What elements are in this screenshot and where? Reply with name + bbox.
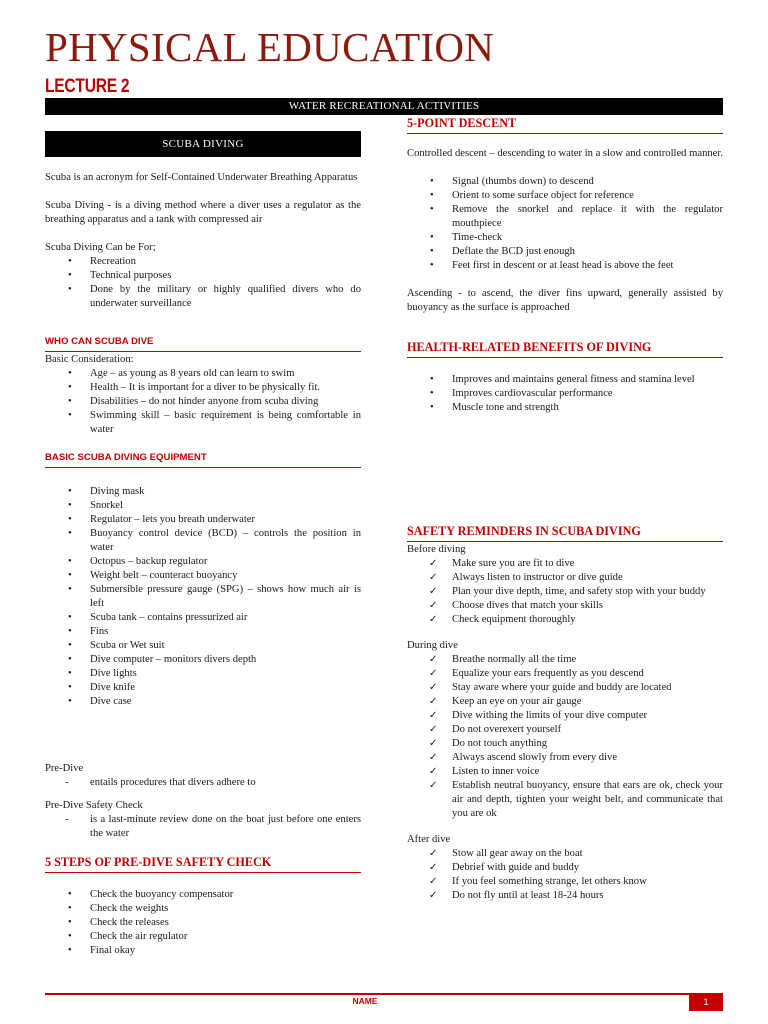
equipment-section — [45, 452, 361, 709]
list-item: ✓ Choose dives that match your skills — [429, 600, 603, 611]
list-item: • Swimming skill – basic requirement is being comfortable in water — [68, 410, 361, 435]
list-item: ✓ Keep an eye on your air gauge — [429, 696, 582, 707]
list-item: • Recreation — [68, 256, 136, 267]
list-item: • Diving mask — [68, 486, 145, 497]
list-item: • Done by the military or highly qualified divers who do underwater surveillance — [68, 284, 361, 309]
footer-divider — [45, 993, 723, 995]
list-item: • Regulator – lets you breath underwater — [68, 514, 256, 525]
for-list — [45, 255, 361, 311]
list-item: ✓ Breathe normally all the time — [429, 654, 577, 665]
list-item: • Check the buoyancy compensator — [68, 889, 234, 900]
list-item: • Check the air regulator — [68, 931, 188, 942]
list-item: • Improves cardiovascular performance — [430, 388, 613, 399]
descent-heading: 5-POINT DESCENT — [407, 116, 723, 134]
pre-dive-steps-section — [45, 855, 361, 958]
check-icon: ✓ — [429, 752, 438, 763]
steps-heading: 5 STEPS OF PRE-DIVE SAFETY CHECK — [45, 855, 361, 873]
check-icon: ✓ — [429, 890, 438, 901]
page-number: 1 — [689, 994, 723, 1011]
check-icon: ✓ — [429, 848, 438, 859]
list-item: - is a last-minute review done on the boat just before one enters the water — [65, 814, 361, 839]
ascending-paragraph: Ascending - to ascend, the diver fins upward, generally assisted by buoyancy as the surface is approached — [407, 288, 723, 313]
list-item: ✓ If you feel something strange, let others know — [429, 876, 647, 887]
list-item: ✓ Always listen to instructor or dive guide — [429, 572, 623, 583]
list-item: • Technical purposes — [68, 270, 172, 281]
check-icon: ✓ — [429, 682, 438, 693]
predive-list — [45, 776, 361, 790]
check-icon: ✓ — [429, 572, 438, 583]
list-item: • Age – as young as 8 years old can learn to swim — [68, 368, 295, 379]
after-dive-label: After dive — [407, 834, 451, 845]
list-item: ✓ Do not touch anything — [429, 738, 548, 749]
list-item: ✓ Establish neutral buoyancy, ensure that ears are ok, check your air and depth, tighten your weight belt, and communicate that you are ok — [429, 780, 723, 819]
who-list — [45, 367, 361, 437]
benefits-section — [407, 340, 723, 415]
list-item: • Fins — [68, 626, 109, 637]
list-item: • Check the weights — [68, 903, 169, 914]
before-diving-list — [407, 557, 723, 627]
check-icon: ✓ — [429, 600, 438, 611]
for-intro: Scuba Diving Can be For; — [45, 242, 156, 253]
list-item: • Submersible pressure gauge (SPG) – shows how much air is left — [68, 584, 361, 609]
acronym-paragraph: Scuba is an acronym for Self-Contained Underwater Breathing Apparatus — [45, 172, 358, 183]
descent-intro: Controlled descent – descending to water in a slow and controlled manner. — [407, 148, 723, 159]
during-dive-list — [407, 653, 723, 821]
list-item: ✓ Debrief with guide and buddy — [429, 862, 580, 873]
check-icon: ✓ — [429, 862, 438, 873]
safety-section — [407, 524, 723, 903]
equipment-list — [45, 485, 361, 709]
pre-dive-section — [45, 762, 361, 841]
list-item: • Remove the snorkel and replace it with the regulator mouthpiece — [430, 204, 723, 229]
list-item: • Improves and maintains general fitness and stamina level — [430, 374, 695, 385]
predive-check-list — [45, 813, 361, 841]
predive-label: Pre-Dive — [45, 763, 84, 774]
list-item: • Check the releases — [68, 917, 169, 928]
benefits-heading: HEALTH-RELATED BENEFITS OF DIVING — [407, 340, 723, 358]
check-icon: ✓ — [429, 614, 438, 625]
section-banner: WATER RECREATIONAL ACTIVITIES — [45, 98, 723, 115]
list-item: • Octopus – backup regulator — [68, 556, 208, 567]
list-item: ✓ Equalize your ears frequently as you descend — [429, 668, 644, 679]
list-item: ✓ Check equipment thoroughly — [429, 614, 576, 625]
check-icon: ✓ — [429, 710, 438, 721]
check-icon: ✓ — [429, 738, 438, 749]
page-title: PHYSICAL EDUCATION — [45, 24, 495, 70]
list-item: • Dive computer – monitors divers depth — [68, 654, 257, 665]
list-item: ✓ Make sure you are fit to dive — [429, 558, 575, 569]
check-icon: ✓ — [429, 668, 438, 679]
left-column — [45, 171, 361, 311]
who-heading: WHO CAN SCUBA DIVE — [45, 336, 361, 352]
list-item: - entails procedures that divers adhere to — [65, 777, 256, 788]
who-can-dive-section — [45, 336, 361, 437]
list-item: • Muscle tone and strength — [430, 402, 559, 413]
list-item: • Weight belt – counteract buoyancy — [68, 570, 238, 581]
lecture-label: LECTURE 2 — [45, 76, 130, 97]
footer-name: NAME — [352, 996, 378, 1006]
list-item: • Dive knife — [68, 682, 136, 693]
list-item: ✓ Always ascend slowly from every dive — [429, 752, 618, 763]
safety-heading: SAFETY REMINDERS IN SCUBA DIVING — [407, 524, 723, 542]
check-icon: ✓ — [429, 654, 438, 665]
list-item: • Health – It is important for a diver to be physically fit. — [68, 382, 321, 393]
list-item: • Deflate the BCD just enough — [430, 246, 575, 257]
list-item: • Snorkel — [68, 500, 123, 511]
after-dive-list — [407, 847, 723, 903]
list-item: ✓ Stow all gear away on the boat — [429, 848, 583, 859]
check-icon: ✓ — [429, 766, 438, 777]
list-item: • Orient to some surface object for reference — [430, 190, 634, 201]
list-item: • Buoyancy control device (BCD) – controls the position in water — [68, 528, 361, 553]
check-icon: ✓ — [429, 724, 438, 735]
list-item: ✓ Listen to inner voice — [429, 766, 540, 777]
list-item: ✓ Stay aware where your guide and buddy are located — [429, 682, 672, 693]
descent-list — [407, 175, 723, 273]
definition-paragraph: Scuba Diving - is a diving method where a diver uses a regulator as the breathing apparatus and a tank with compressed air — [45, 200, 361, 225]
list-item: • Feet first in descent or at least head is above the feet — [430, 260, 674, 271]
list-item: • Dive lights — [68, 668, 137, 679]
check-icon: ✓ — [429, 696, 438, 707]
who-intro: Basic Consideration: — [45, 354, 134, 365]
list-item: ✓ Do not overexert yourself — [429, 724, 562, 735]
scuba-diving-title-box: SCUBA DIVING — [45, 131, 361, 157]
before-diving-label: Before diving — [407, 544, 466, 555]
check-icon: ✓ — [429, 780, 438, 791]
predive-check-label: Pre-Dive Safety Check — [45, 800, 143, 811]
check-icon: ✓ — [429, 876, 438, 887]
during-dive-label: During dive — [407, 640, 458, 651]
descent-section — [407, 116, 723, 315]
list-item: • Final okay — [68, 945, 136, 956]
list-item: • Scuba tank – contains pressurized air — [68, 612, 248, 623]
list-item: ✓ Do not fly until at least 18-24 hours — [429, 890, 604, 901]
list-item: • Dive case — [68, 696, 132, 707]
check-icon: ✓ — [429, 558, 438, 569]
list-item: • Disabilities – do not hinder anyone from scuba diving — [68, 396, 319, 407]
steps-list — [45, 888, 361, 958]
list-item: ✓ Dive withing the limits of your dive computer — [429, 710, 648, 721]
list-item: • Scuba or Wet suit — [68, 640, 165, 651]
benefits-list — [407, 373, 723, 415]
equipment-heading: BASIC SCUBA DIVING EQUIPMENT — [45, 452, 361, 468]
list-item: • Signal (thumbs down) to descend — [430, 176, 594, 187]
check-icon: ✓ — [429, 586, 438, 597]
list-item: ✓ Plan your dive depth, time, and safety stop with your buddy — [429, 586, 706, 597]
list-item: • Time-check — [430, 232, 503, 243]
